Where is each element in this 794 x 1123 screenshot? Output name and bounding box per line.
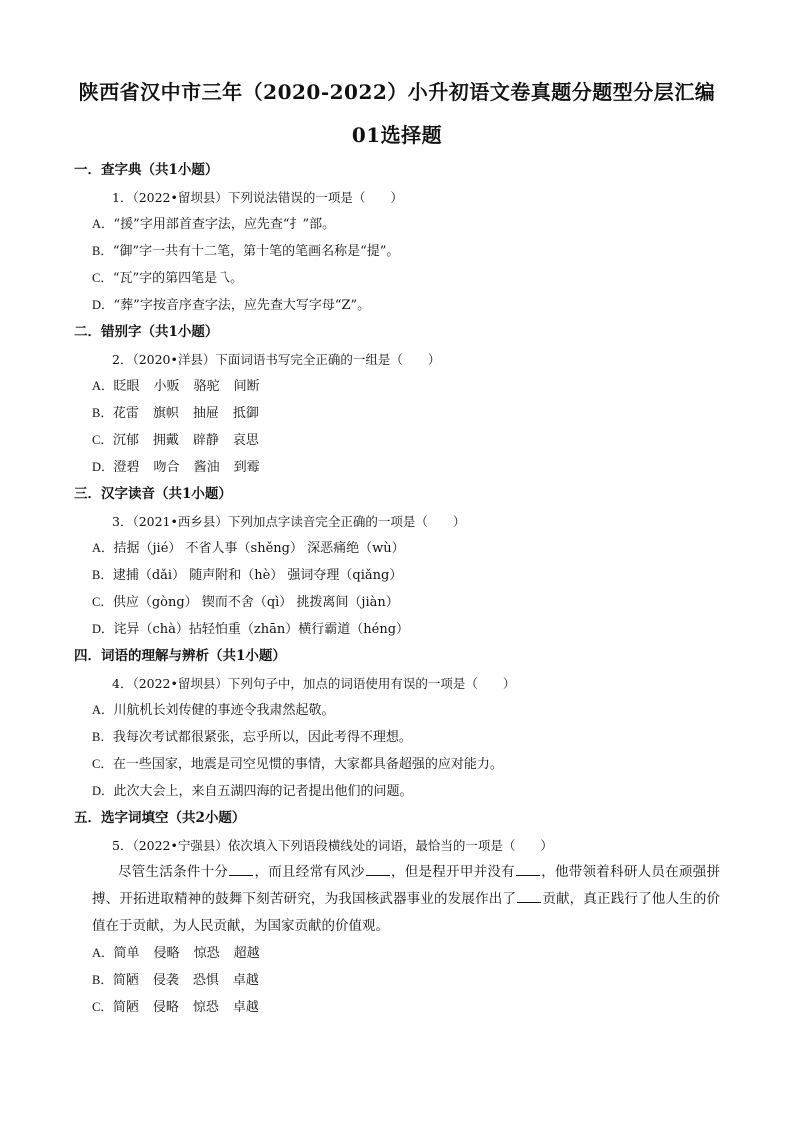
fill-blank: [229, 861, 253, 876]
option-letter: C．: [92, 1000, 113, 1014]
option-word: 眨眼: [113, 379, 140, 394]
fill-blank: [366, 861, 390, 876]
option-word: 到霉: [233, 460, 260, 475]
option-word: 抽屉: [192, 406, 219, 421]
question-stem: 3．（2021•西乡县）下列加点字读音完全正确的一项是（ ）: [112, 514, 466, 529]
option-word: 惊恐: [192, 1000, 219, 1015]
option-a: [74, 697, 724, 724]
option-c: [74, 427, 724, 454]
option-letter: B．: [92, 568, 113, 582]
option-word: 骆驼: [193, 379, 220, 394]
passage-text: ，但是程开甲并没有: [390, 864, 515, 880]
option-b: [74, 238, 724, 265]
question-stem: 5．（2022•宁强县）依次填入下列语段横线处的词语，最恰当的一项是（ ）: [112, 838, 553, 853]
option-word: 澄碧: [113, 460, 140, 475]
passage-text: 尽管生活条件十分: [118, 864, 229, 880]
option-text: 诧异（chà）拈轻怕重（zhān）横行霸道（héng）: [113, 622, 410, 637]
option-word: 沉郁: [112, 433, 139, 448]
question-stem: 4．（2022•留坝县）下列句子中，加点的词语使用有误的一项是（ ）: [112, 676, 516, 691]
option-d: [74, 454, 724, 481]
option-word: 侵略: [152, 1000, 179, 1015]
option-d: [74, 616, 724, 643]
option-word: 简陋: [112, 1000, 139, 1015]
passage-text: ，而且经常有风沙: [254, 864, 365, 880]
option-c: [74, 265, 724, 292]
option-letter: A．: [92, 541, 114, 555]
option-letter: D．: [92, 460, 114, 474]
section-heading: 二．错别字（共1小题）: [74, 324, 219, 340]
option-text: “瓦”字的第四笔是乁。: [112, 271, 244, 286]
option-a: [74, 535, 724, 562]
option-word: 间断: [233, 379, 260, 394]
option-word: 旗帜: [152, 406, 179, 421]
option-letter: C．: [92, 271, 113, 285]
exam-content: [74, 157, 724, 1021]
option-text: “援”字用部首查字法，应先查“扌”部。: [113, 217, 336, 232]
option-word: 辟静: [192, 433, 219, 448]
option-word: 恐惧: [192, 973, 219, 988]
option-c: [74, 589, 724, 616]
option-text: “葬”字按音序查字法，应先查大写字母“Z”。: [113, 298, 371, 313]
question-stem: 1．（2022•留坝县）下列说法错误的一项是（ ）: [112, 190, 403, 205]
option-word: 侵袭: [152, 973, 179, 988]
option-text: 逮捕（dǎi） 随声附和（hè） 强词夺理（qiǎng）: [112, 568, 403, 583]
option-word: 简陋: [112, 973, 139, 988]
option-letter: A．: [92, 703, 114, 717]
option-text: 我每次考试都很紧张，忘乎所以，因此考得不理想。: [112, 730, 412, 745]
fill-blank: [516, 861, 540, 876]
option-letter: B．: [92, 730, 113, 744]
question-stem: 2．（2020•洋县）下面词语书写完全正确的一组是（ ）: [112, 352, 441, 367]
section-heading: 三．汉字读音（共1小题）: [74, 486, 232, 502]
passage-text: ，他带领着科研人员在顽强拼搏、开拓进取精神的鼓舞下刻苦研究，为我国核武器事业的发展作出了: [92, 864, 721, 907]
option-text: 在一些国家，地震是司空见惯的事情，大家都具备超强的应对能力。: [112, 757, 503, 772]
option-word: 简单: [113, 946, 140, 961]
option-letter: C．: [92, 433, 113, 447]
passage-text: 贡献，真正践行了他人生的价值在于贡献，为人民贡献，为国家贡献的价值观。: [92, 891, 721, 934]
option-letter: D．: [92, 784, 114, 798]
option-letter: D．: [92, 622, 114, 636]
option-word: 哀思: [232, 433, 259, 448]
option-letter: B．: [92, 406, 113, 420]
option-word: 侵略: [153, 946, 180, 961]
option-word: 吻合: [153, 460, 180, 475]
option-a: [74, 373, 724, 400]
option-letter: C．: [92, 595, 113, 609]
option-text: 川航机长刘传健的事迹令我肃然起敬。: [113, 703, 335, 718]
section-heading: 四．词语的理解与辨析（共1小题）: [74, 648, 286, 664]
fill-blank: [517, 888, 541, 903]
option-letter: D．: [92, 298, 114, 312]
option-b: [74, 724, 724, 751]
option-word: 酱油: [193, 460, 220, 475]
option-d: [74, 292, 724, 319]
document-title: 陕西省汉中市三年（2020-2022）小升初语文卷真题分题型分层汇编: [78, 80, 716, 104]
option-b: [74, 400, 724, 427]
option-d: [74, 778, 724, 805]
section-heading: 五．选字词填空（共2小题）: [74, 810, 246, 826]
option-letter: A．: [92, 217, 114, 231]
option-text: “御”字一共有十二笔，第十笔的笔画名称是“提”。: [112, 244, 400, 259]
option-letter: B．: [92, 244, 113, 258]
option-letter: A．: [92, 946, 114, 960]
option-b: [74, 562, 724, 589]
option-text: 供应（gòng） 锲而不舍（qì） 挑拨离间（jiàn）: [112, 595, 399, 610]
option-letter: C．: [92, 757, 113, 771]
option-word: 超越: [233, 946, 260, 961]
option-c: [74, 751, 724, 778]
option-word: 卓越: [232, 973, 259, 988]
option-c: [74, 994, 724, 1021]
document-subtitle: 01选择题: [351, 123, 443, 147]
reading-passage: [74, 859, 720, 940]
option-word: 拥戴: [152, 433, 179, 448]
option-word: 惊恐: [193, 946, 220, 961]
option-word: 花雷: [112, 406, 139, 421]
option-word: 小贩: [153, 379, 180, 394]
option-text: 此次大会上，来自五湖四海的记者提出他们的问题。: [113, 784, 413, 799]
option-letter: A．: [92, 379, 114, 393]
option-letter: B．: [92, 973, 113, 987]
option-a: [74, 211, 724, 238]
option-text: 拮据（jié） 不省人事（shěng） 深恶痛绝（wù）: [113, 541, 405, 556]
section-heading: 一．查字典（共1小题）: [74, 162, 219, 178]
option-a: [74, 940, 724, 967]
option-b: [74, 967, 724, 994]
option-word: 抵御: [232, 406, 259, 421]
option-word: 卓越: [232, 1000, 259, 1015]
